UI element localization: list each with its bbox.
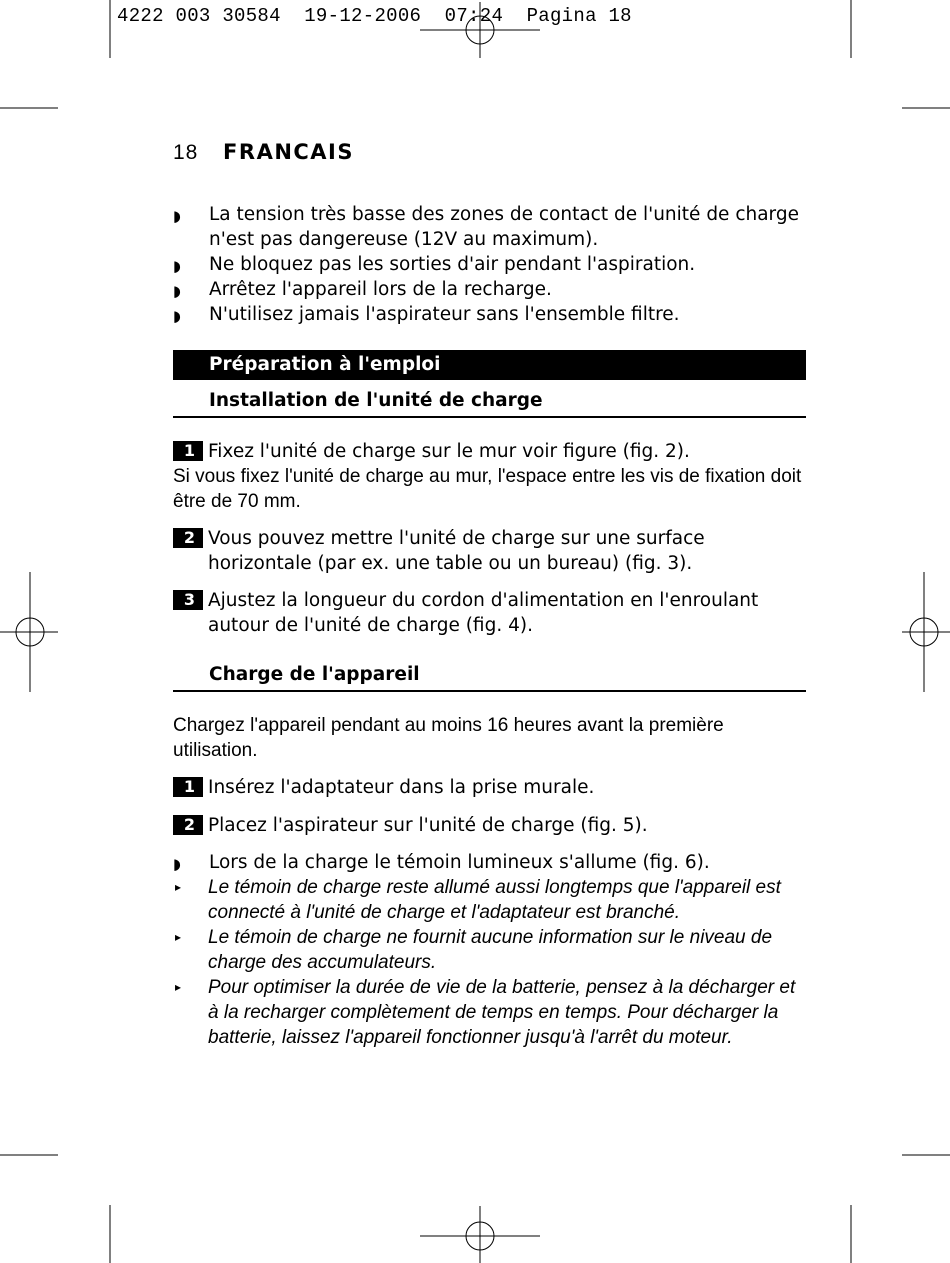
step-item bbox=[173, 775, 806, 800]
step-text: Ajustez la longueur du cordon d'alimentation en l'enroulant autour de l'unité de charge (fig. 4). bbox=[208, 590, 759, 636]
section-title-bar bbox=[173, 350, 806, 380]
note-text: Le témoin de charge ne fournit aucune information sur le niveau de charge des accumulateurs. bbox=[208, 927, 773, 973]
note-text: Pour optimiser la durée de vie de la batterie, pensez à la décharger et à la recharger complètement de temps en temps. Pour décharger la batterie, laissez l'appareil fonctionner jusqu'à l'arrêt du moteur. bbox=[208, 977, 796, 1048]
installation-note: Si vous fixez l'unité de charge au mur, l'espace entre les vis de fixation doit être de 70 mm. bbox=[173, 466, 802, 512]
step-item bbox=[173, 813, 806, 838]
subsection-heading-installation: Installation de l'unité de charge bbox=[173, 388, 806, 418]
bullet-item bbox=[173, 302, 813, 327]
note-item bbox=[173, 875, 806, 925]
bullet-marker-icon: ◗ bbox=[173, 307, 181, 325]
bullet-marker-icon: ◗ bbox=[173, 282, 181, 300]
bullet-text: Lors de la charge le témoin lumineux s'allume (fig. 6). bbox=[209, 852, 710, 873]
step-number-badge: 1 bbox=[173, 441, 203, 461]
charging-intro: Chargez l'appareil pendant au moins 16 heures avant la première utilisation. bbox=[173, 715, 724, 761]
step-item bbox=[173, 526, 806, 576]
registration-mark-bottom bbox=[420, 1206, 540, 1263]
registration-mark-top bbox=[420, 2, 540, 58]
bullet-marker-icon: ◗ bbox=[173, 207, 181, 225]
bullet-text: Arrêtez l'appareil lors de la recharge. bbox=[209, 279, 552, 300]
triangle-marker-icon: ▸ bbox=[175, 980, 182, 994]
bullet-item bbox=[173, 850, 813, 875]
bullet-text: Ne bloquez pas les sorties d'air pendant l'aspiration. bbox=[209, 254, 696, 275]
step-text: Placez l'aspirateur sur l'unité de charge (fig. 5). bbox=[208, 815, 648, 836]
note-item bbox=[173, 925, 806, 975]
print-slug: 4222 003 30584 19-12-2006 07:24 Pagina 18 bbox=[117, 5, 632, 27]
bullet-text: N'utilisez jamais l'aspirateur sans l'ensemble filtre. bbox=[209, 304, 680, 325]
step-text: Fixez l'unité de charge sur le mur voir figure (fig. 2). bbox=[208, 441, 690, 462]
bullet-marker-icon: ◗ bbox=[173, 855, 181, 873]
note-item bbox=[173, 975, 806, 1050]
registration-mark-left bbox=[0, 572, 58, 692]
bullet-item bbox=[173, 252, 813, 277]
step-text: Vous pouvez mettre l'unité de charge sur une surface horizontale (par ex. une table ou un bureau) (fig. 3). bbox=[208, 528, 705, 574]
triangle-marker-icon: ▸ bbox=[175, 930, 182, 944]
step-item bbox=[173, 439, 806, 464]
page-header bbox=[173, 140, 354, 165]
step-text: Insérez l'adaptateur dans la prise murale. bbox=[208, 777, 595, 798]
bullet-marker-icon: ◗ bbox=[173, 257, 181, 275]
step-number-badge: 2 bbox=[173, 815, 203, 835]
language-title: FRANCAIS bbox=[223, 140, 354, 164]
step-number-badge: 3 bbox=[173, 590, 203, 610]
bullet-item bbox=[173, 202, 813, 252]
subsection-heading-charging: Charge de l'appareil bbox=[173, 662, 806, 692]
section-title: Préparation à l'emploi bbox=[209, 354, 441, 375]
note-text: Le témoin de charge reste allumé aussi longtemps que l'appareil est connecté à l'unité de charge et l'adaptateur est branché. bbox=[208, 877, 781, 923]
bullet-item bbox=[173, 277, 813, 302]
bullet-text: La tension très basse des zones de contact de l'unité de charge n'est pas dangereuse (12V au maximum). bbox=[209, 204, 799, 250]
step-number-badge: 2 bbox=[173, 528, 203, 548]
registration-mark-right bbox=[902, 572, 950, 692]
page-number: 18 bbox=[173, 141, 199, 164]
triangle-marker-icon: ▸ bbox=[175, 880, 182, 894]
step-item bbox=[173, 588, 806, 638]
step-number-badge: 1 bbox=[173, 777, 203, 797]
